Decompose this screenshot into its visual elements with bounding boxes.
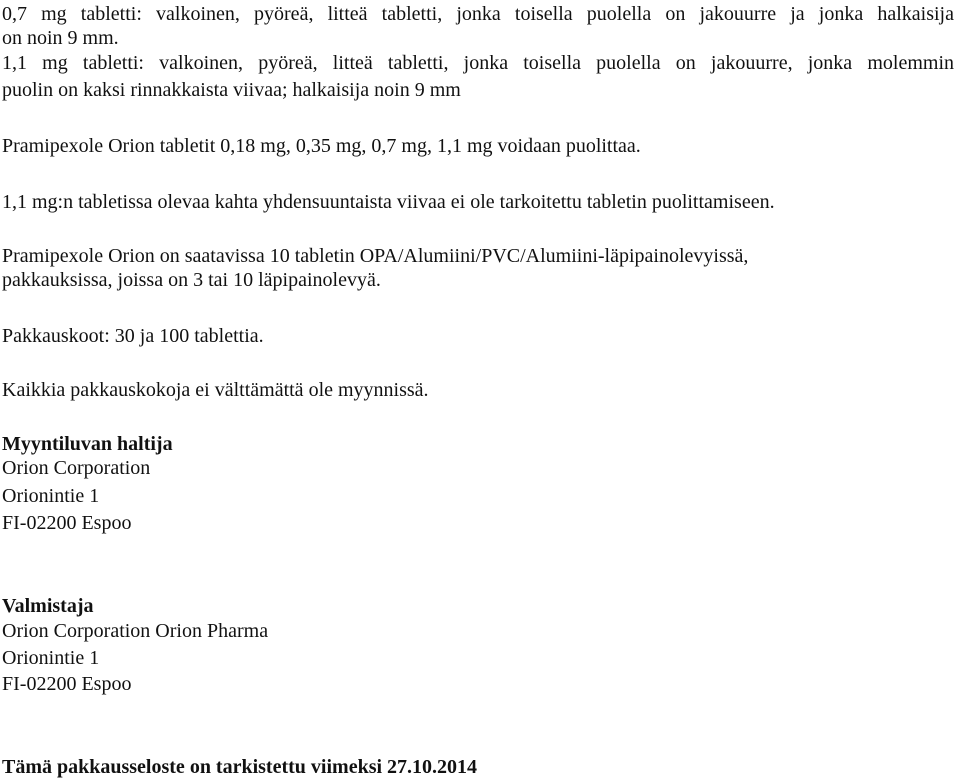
parallel-lines-note: 1,1 mg:n tabletissa olevaa kahta yhdensuuntaista viivaa ei ole tarkoitettu tabletin puolittamiseen.	[2, 191, 775, 213]
holder-city: FI-02200 Espoo	[2, 512, 132, 534]
tablet-11-description-line2: puolin on kaksi rinnakkaista viivaa; halkaisija noin 9 mm	[2, 79, 461, 101]
manufacturer-heading: Valmistaja	[2, 595, 94, 617]
tablet-07-description-line1: 0,7 mg tabletti: valkoinen, pyöreä, litteä tabletti, jonka toisella puolella on jakouurre ja jonka halkaisija	[2, 3, 954, 25]
holder-name: Orion Corporation	[2, 457, 151, 479]
availability-line1: Pramipexole Orion on saatavissa 10 tabletin OPA/Alumiini/PVC/Alumiini-läpipainolevyissä,	[2, 245, 749, 267]
holder-street: Orionintie 1	[2, 485, 100, 507]
splittable-note: Pramipexole Orion tabletit 0,18 mg, 0,35 mg, 0,7 mg, 1,1 mg voidaan puolittaa.	[2, 135, 641, 157]
tablet-11-description-line1: 1,1 mg tabletti: valkoinen, pyöreä, litteä tabletti, jonka toisella puolella on jakouurre, jonka molemmin	[2, 52, 954, 74]
manufacturer-city: FI-02200 Espoo	[2, 673, 132, 695]
holder-heading: Myyntiluvan haltija	[2, 433, 173, 455]
revision-date-note: Tämä pakkausseloste on tarkistettu viimeksi 27.10.2014	[2, 756, 478, 778]
availability-line2: pakkauksissa, joissa on 3 tai 10 läpipainolevyä.	[2, 269, 381, 291]
manufacturer-street: Orionintie 1	[2, 647, 100, 669]
not-all-marketed-note: Kaikkia pakkauskokoja ei välttämättä ole myynnissä.	[2, 379, 429, 401]
manufacturer-name: Orion Corporation Orion Pharma	[2, 620, 269, 642]
pack-sizes: Pakkauskoot: 30 ja 100 tablettia.	[2, 325, 264, 347]
tablet-07-description-line2: on noin 9 mm.	[2, 27, 119, 49]
